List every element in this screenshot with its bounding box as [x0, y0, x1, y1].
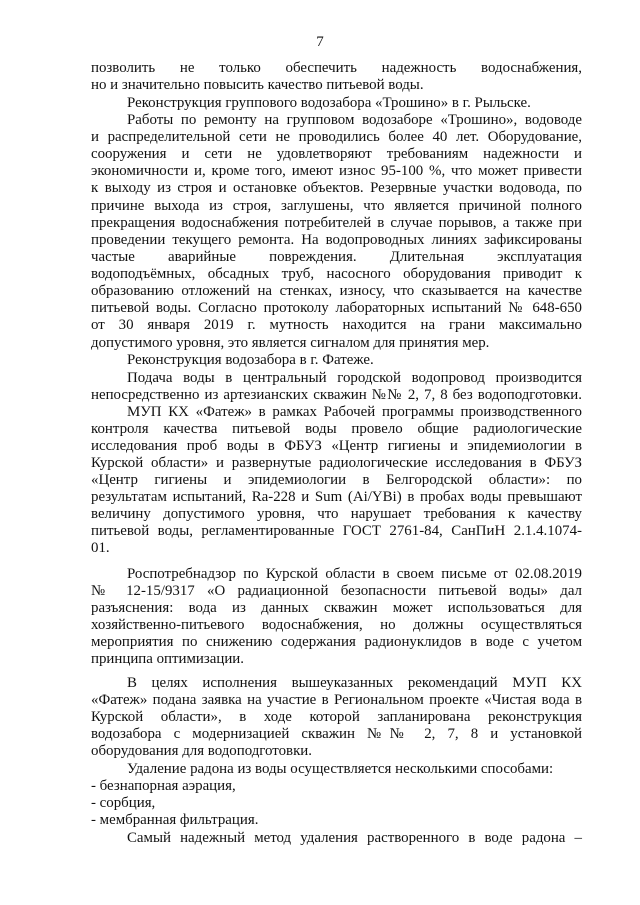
- text-line: Курской области», в ходе которой запланирована реконструкция: [91, 709, 582, 725]
- list-item: - мембранная фильтрация.: [91, 812, 259, 828]
- text-line: к выходу из строя и остановке объектов. Резервные участки водовода, по: [91, 180, 582, 196]
- text-line: водозабора с модернизацией скважин №№ 2, 7, 8 и установкой: [91, 726, 582, 742]
- text-line: Работы по ремонту на групповом водозаборе «Трошино», водоводе: [127, 112, 582, 128]
- text-line: и распределительной сети не проводились более 40 лет. Оборудование,: [91, 129, 582, 145]
- text-line: результатам испытаний, Ra-228 и Sum (Ai/YBi) в пробах воды превышают: [91, 489, 582, 505]
- section-heading: Реконструкция группового водозабора «Трошино» в г. Рыльске.: [127, 95, 531, 111]
- text-line: непосредственно из артезианских скважин №№ 2, 7, 8 без водоподготовки.: [91, 387, 582, 403]
- text-line: Подача воды в центральный городской водопровод производится: [127, 370, 582, 386]
- text-line: контроля качества питьевой воды провело общие радиологические: [91, 421, 582, 437]
- text-line: питьевой воды. Согласно протоколу лабораторных испытаний № 648-650: [91, 300, 582, 316]
- list-item: - сорбция,: [91, 795, 156, 811]
- text-line: мероприятия по снижению содержания радионуклидов в воде с учетом: [91, 634, 582, 650]
- text-line: экономичности и, кроме того, имеют износ 95-100 %, что может привести: [91, 163, 582, 179]
- text-line: 01.: [91, 540, 110, 556]
- text-line: Удаление радона из воды осуществляется несколькими способами:: [127, 761, 554, 777]
- text-line: разъяснения: вода из данных скважин может использоваться для: [91, 600, 582, 616]
- text-line: от 30 января 2019 г. мутность находится на грани максимально: [91, 317, 582, 333]
- text-line: образованию отложений на стенках, износу, что сказывается на качестве: [91, 283, 582, 299]
- text-line: хозяйственно-питьевого водоснабжения, но должны осуществляться: [91, 617, 582, 633]
- text-line: проведении текущего ремонта. На водопроводных линиях зафиксированы: [91, 232, 582, 248]
- text-line: частые аварийные повреждения. Длительная эксплуатация: [91, 249, 582, 265]
- page-number: 7: [316, 34, 324, 50]
- text-line: Роспотребнадзор по Курской области в своем письме от 02.08.2019: [127, 566, 582, 582]
- text-line: Курской области» и развернутые радиологические исследования в ФБУЗ: [91, 455, 582, 471]
- text-line: сооружения и сети не удовлетворяют требованиям надежности и: [91, 146, 582, 162]
- text-line: водоподъёмных, обсадных труб, насосного оборудования приводит к: [91, 266, 582, 282]
- text-line: прекращения водоснабжения потребителей в случае порывов, а также при: [91, 215, 582, 231]
- text-line: но и значительно повысить качество питьевой воды.: [91, 77, 424, 93]
- text-line: № 12-15/9317 «О радиационной безопасности питьевой воды» дал: [91, 583, 582, 599]
- text-line: «Фатеж» подана заявка на участие в Региональном проекте «Чистая вода в: [91, 692, 582, 708]
- text-line: питьевой воды, регламентированные ГОСТ 2761-84, СанПиН 2.1.4.1074-: [91, 523, 582, 539]
- section-heading: Реконструкция водозабора в г. Фатеже.: [127, 352, 374, 368]
- text-line: позволить не только обеспечить надежность водоснабжения,: [91, 60, 582, 76]
- text-line: исследования проб воды в ФБУЗ «Центр гигиены и эпидемиологии в: [91, 438, 582, 454]
- text-line: величину допустимого уровня, что нарушает требования к качеству: [91, 506, 582, 522]
- text-line: принципа оптимизации.: [91, 651, 244, 667]
- text-line: В целях исполнения вышеуказанных рекомендаций МУП КХ: [127, 675, 582, 691]
- text-line: «Центр гигиены и эпидемиологии в Белгородской области»: по: [91, 472, 582, 488]
- text-line: МУП КХ «Фатеж» в рамках Рабочей программы производственного: [127, 404, 582, 420]
- list-item: - безнапорная аэрация,: [91, 778, 236, 794]
- text-line: допустимого уровня, это является сигналом для принятия мер.: [91, 335, 490, 351]
- text-line: причине выхода из строя, заглушены, что является причиной полного: [91, 198, 582, 214]
- text-line: оборудования для водоподготовки.: [91, 743, 313, 759]
- text-line: Самый надежный метод удаления растворенного в воде радона –: [127, 830, 582, 846]
